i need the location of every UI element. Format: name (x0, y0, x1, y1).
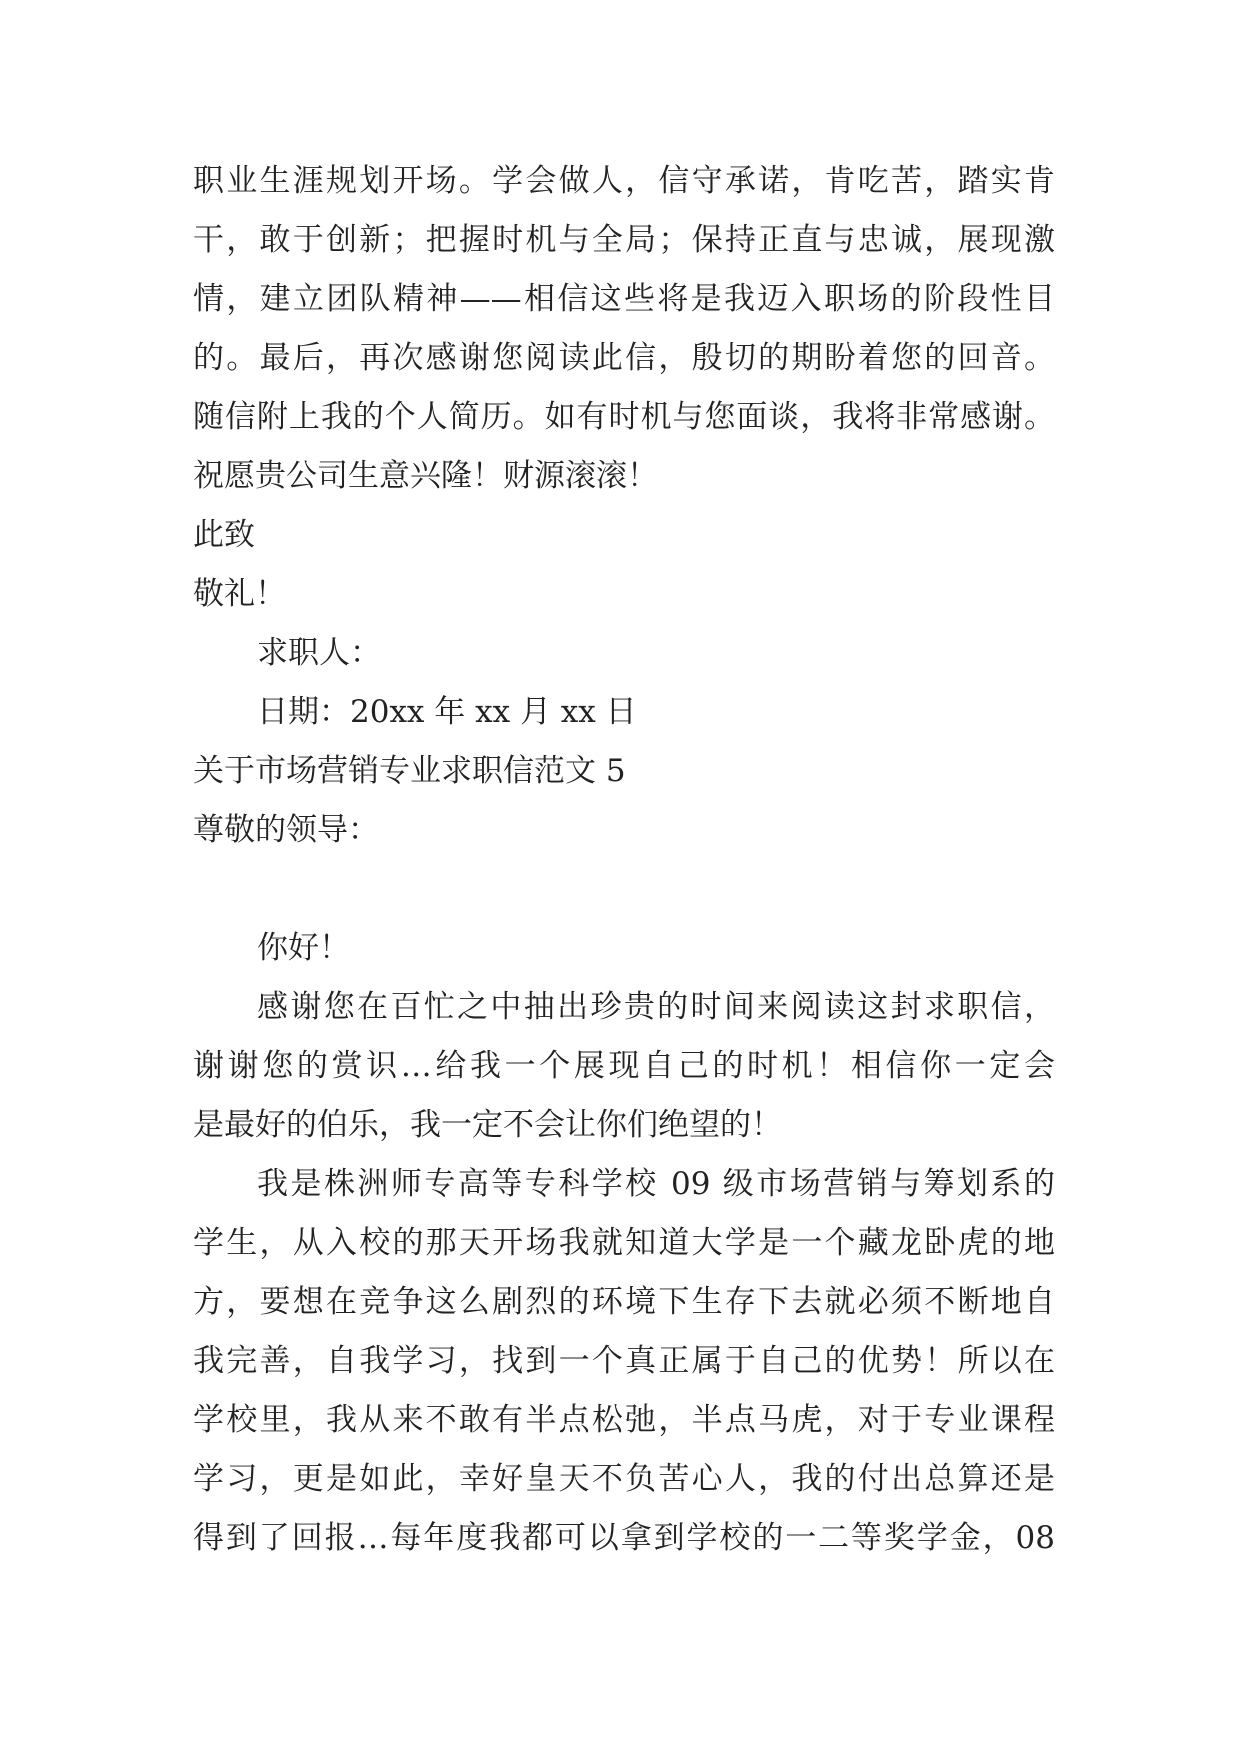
text-line: 学习，更是如此，幸好皇天不负苦心人，我的付出总算还是 (193, 1461, 1055, 1497)
greeting-hello: 你好！ (257, 930, 350, 966)
closing-regards: 敬礼！ (193, 576, 286, 612)
text-line: 的。最后，再次感谢您阅读此信，殷切的期盼着您的回音。 (193, 340, 1055, 376)
blank-line (193, 860, 1055, 919)
text-line: 谢谢您的赏识…给我一个展现自己的时机！相信你一定会 (193, 1048, 1055, 1084)
text-line: 我完善，自我学习，找到一个真正属于自己的优势！所以在 (193, 1343, 1055, 1379)
text-line: 感谢您在百忙之中抽出珍贵的时间来阅读这封求职信， (257, 989, 1055, 1025)
text-line: 方，要想在竞争这么剧烈的环境下生存下去就必须不断地自 (193, 1284, 1055, 1320)
closing-salutation: 此致 (193, 517, 255, 553)
greeting-recipient: 尊敬的领导： (193, 812, 379, 848)
signature-applicant: 求职人： (257, 635, 381, 671)
text-line: 随信附上我的个人简历。如有时机与您面谈，我将非常感谢。 (193, 399, 1055, 435)
text-line: 职业生涯规划开场。学会做人，信守承诺，肯吃苦，踏实肯 (193, 163, 1055, 199)
signature-date: 日期：20xx 年 xx 月 xx 日 (257, 694, 637, 730)
text-line: 学生，从入校的那天开场我就知道大学是一个藏龙卧虎的地 (193, 1225, 1055, 1261)
text-line: 我是株洲师专高等专科学校 09 级市场营销与筹划系的 (257, 1166, 1055, 1202)
letter-body (193, 152, 1055, 1568)
text-line: 学校里，我从来不敢有半点松弛，半点马虎，对于专业课程 (193, 1402, 1055, 1438)
text-line: 干，敢于创新；把握时机与全局；保持正直与忠诚，展现激 (193, 222, 1055, 258)
text-line: 情，建立团队精神——相信这些将是我迈入职场的阶段性目 (193, 281, 1055, 317)
text-line: 祝愿贵公司生意兴隆！财源滚滚！ (193, 458, 658, 494)
text-line: 得到了回报…每年度我都可以拿到学校的一二等奖学金，08 (193, 1520, 1055, 1556)
section-title: 关于市场营销专业求职信范文 5 (193, 753, 626, 789)
text-line: 是最好的伯乐，我一定不会让你们绝望的！ (193, 1107, 782, 1143)
